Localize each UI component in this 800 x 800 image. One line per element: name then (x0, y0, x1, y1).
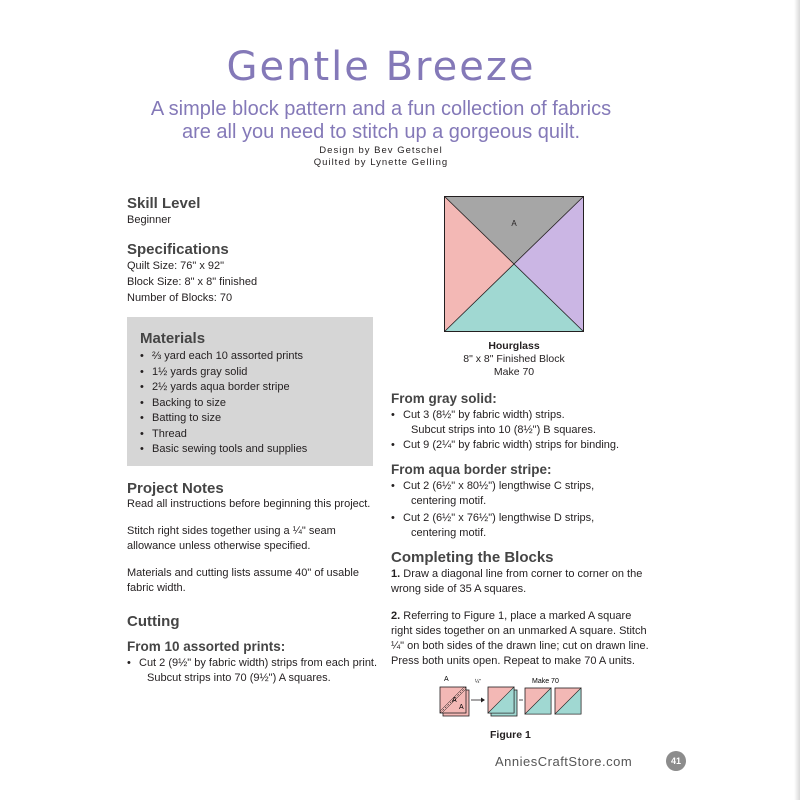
step1-line2: wrong side of 35 A squares. (391, 583, 527, 595)
block-caption-title: Hourglass (488, 340, 540, 352)
prints-heading: From 10 assorted prints: (127, 639, 286, 654)
aqua-cut-line3: • Cut 2 (6½" x 76½") lengthwise D strips, (403, 512, 595, 524)
aqua-cut-list (391, 479, 594, 541)
quilt-credit: Quilted by Lynette Gelling (313, 157, 449, 168)
step2-line3: ¼" on both sides of the drawn line; cut on drawn line. (391, 640, 649, 652)
specifications-heading: Specifications (127, 241, 229, 258)
materials-item: • 2½ yards aqua border stripe (140, 380, 307, 396)
project-notes-p1: Read all instructions before beginning this project. (127, 498, 371, 510)
skill-level-heading: Skill Level (127, 195, 201, 212)
prints-cut-line1: • Cut 2 (9½" by fabric width) strips from each print. (139, 657, 378, 669)
project-notes-p3-line2: fabric width. (127, 582, 186, 594)
materials-item: • 1½ yards gray solid (140, 365, 307, 381)
project-notes-heading: Project Notes (127, 480, 224, 497)
cutting-heading: Cutting (127, 613, 180, 630)
block-caption-make: Make 70 (493, 366, 535, 378)
step2-line2: right sides together on an unmarked A square. Stitch (391, 625, 647, 637)
materials-heading: Materials (140, 330, 206, 347)
step2-line1 (391, 609, 631, 624)
aqua-cut-line2: centering motif. (411, 495, 487, 507)
gray-cut-list (391, 408, 619, 453)
completing-blocks-heading: Completing the Blocks (391, 549, 554, 566)
design-credit: Design by Bev Getschel (319, 145, 443, 156)
figure1-label-a2: A (459, 704, 464, 711)
spec-block-count: Number of Blocks: 70 (127, 292, 233, 304)
step1-number: 1. (391, 568, 401, 580)
figure1-label-a-top: A (444, 676, 449, 683)
aqua-cut-item (391, 511, 594, 541)
subtitle-line-2: are all you need to stitch up a gorgeous quilt. (181, 121, 581, 143)
step2-line4: Press both units open. Repeat to make 70 A units. (391, 655, 635, 667)
materials-item: • Backing to size (140, 396, 307, 412)
spec-quilt-size: Quilt Size: 76" x 92" (127, 260, 225, 272)
footer-website: AnniesCraftStore.com (495, 754, 633, 769)
subtitle-line-1: A simple block pattern and a fun collection of fabrics (150, 98, 612, 120)
gray-cut-item: • Cut 9 (2¼" by fabric width) strips for binding. (391, 438, 619, 453)
page-edge-shadow (794, 0, 800, 800)
page-title: Gentle Breeze (226, 44, 536, 90)
step2-number: 2. (391, 610, 401, 622)
step1-text-line1: Draw a diagonal line from corner to corner on the (403, 568, 643, 580)
prints-cut-item (127, 656, 377, 686)
project-notes-p2-line1: Stitch right sides together using a ¼" seam (127, 525, 336, 537)
hourglass-block-diagram (444, 196, 584, 332)
credits (0, 145, 762, 169)
figure1-label-quarter: ¼" (475, 679, 481, 685)
figure1-caption: Figure 1 (490, 729, 531, 741)
aqua-cut-item (391, 479, 594, 509)
step2-text-line1: Referring to Figure 1, place a marked A square (403, 610, 632, 622)
prints-cut-line2: Subcut strips into 70 (9½") A squares. (147, 672, 331, 684)
materials-box (127, 317, 373, 466)
figure1-make-label: Make 70 (532, 678, 559, 685)
prints-cut-list (127, 656, 377, 686)
skill-level-value: Beginner (127, 214, 172, 226)
project-notes-p2-line2: allowance unless otherwise specified. (127, 540, 311, 552)
gray-cut-line2: Subcut strips into 10 (8½") B squares. (411, 424, 596, 436)
page-number-badge: 41 (666, 751, 686, 771)
step1-line1 (391, 567, 642, 582)
gray-cut-item (391, 408, 619, 438)
spec-block-size: Block Size: 8" x 8" finished (127, 276, 258, 288)
figure1-label-a1: A (452, 697, 457, 704)
page-subtitle (0, 98, 762, 144)
block-label-a: A (511, 219, 517, 228)
gray-cut-line1: • Cut 3 (8½" by fabric width) strips. (403, 409, 565, 421)
aqua-cut-line4: centering motif. (411, 527, 487, 539)
materials-item: • Thread (140, 427, 307, 443)
materials-item: • Basic sewing tools and supplies (140, 442, 307, 458)
gray-solid-heading: From gray solid: (391, 391, 497, 406)
figure1-diagram (437, 676, 585, 720)
block-caption-size: 8" x 8" Finished Block (463, 353, 565, 365)
project-notes-p3-line1: Materials and cutting lists assume 40" of usable (127, 567, 359, 579)
materials-item: • Batting to size (140, 411, 307, 427)
materials-item: • ⅔ yard each 10 assorted prints (140, 349, 307, 365)
aqua-cut-line1: • Cut 2 (6½" x 80½") lengthwise C strips, (403, 480, 595, 492)
aqua-stripe-heading: From aqua border stripe: (391, 462, 552, 477)
materials-list (140, 349, 307, 458)
